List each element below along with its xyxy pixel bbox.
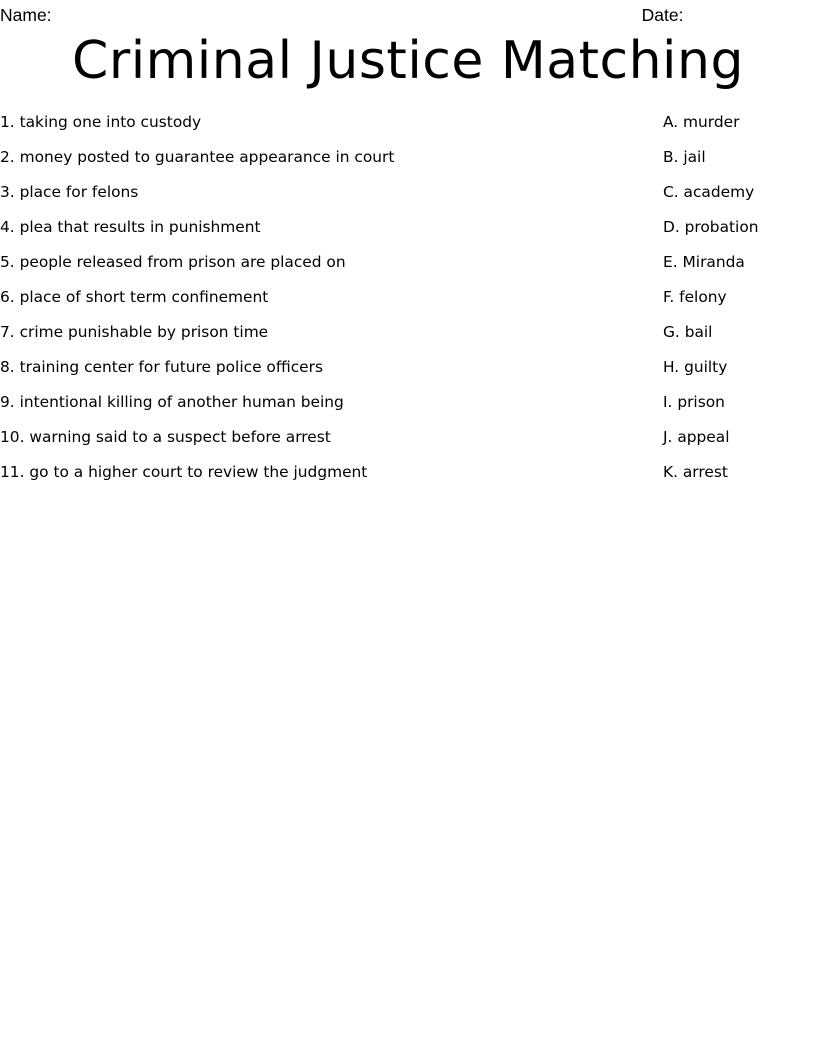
choice-item: A. murder <box>663 113 740 131</box>
choice-item: I. prison <box>663 393 725 411</box>
match-row <box>0 181 816 216</box>
match-row <box>0 391 816 426</box>
choice-item: F. felony <box>663 288 727 306</box>
page-title: Criminal Justice Matching <box>72 31 744 91</box>
prompt-item: 3. place for felons <box>0 183 139 201</box>
prompt-item: 11. go to a higher court to review the judgment <box>0 463 368 481</box>
match-row <box>0 251 816 286</box>
match-row <box>0 461 816 496</box>
choice-item: H. guilty <box>663 358 728 376</box>
prompt-item: 6. place of short term confinement <box>0 288 269 306</box>
choice-item: B. jail <box>663 148 706 166</box>
match-row <box>0 426 816 461</box>
prompt-item: 4. plea that results in punishment <box>0 218 261 236</box>
choice-item: J. appeal <box>663 428 730 446</box>
name-label: Name: <box>0 5 52 25</box>
worksheet-header <box>0 0 816 28</box>
match-row <box>0 356 816 391</box>
choice-item: G. bail <box>663 323 713 341</box>
choice-item: K. arrest <box>663 463 728 481</box>
prompt-item: 5. people released from prison are placed on <box>0 253 346 271</box>
choice-item: E. Miranda <box>663 253 745 271</box>
prompt-item: 10. warning said to a suspect before arrest <box>0 428 331 446</box>
choice-item: D. probation <box>663 218 759 236</box>
match-row <box>0 321 816 356</box>
match-row <box>0 146 816 181</box>
prompt-item: 7. crime punishable by prison time <box>0 323 269 341</box>
match-row <box>0 216 816 251</box>
prompt-item: 9. intentional killing of another human being <box>0 393 344 411</box>
choice-item: C. academy <box>663 183 755 201</box>
match-row <box>0 286 816 321</box>
prompt-item: 1. taking one into custody <box>0 113 202 131</box>
date-label: Date: <box>641 5 684 25</box>
match-row <box>0 111 816 146</box>
prompt-item: 8. training center for future police officers <box>0 358 324 376</box>
prompt-item: 2. money posted to guarantee appearance in court <box>0 148 395 166</box>
matching-exercise <box>0 111 816 496</box>
